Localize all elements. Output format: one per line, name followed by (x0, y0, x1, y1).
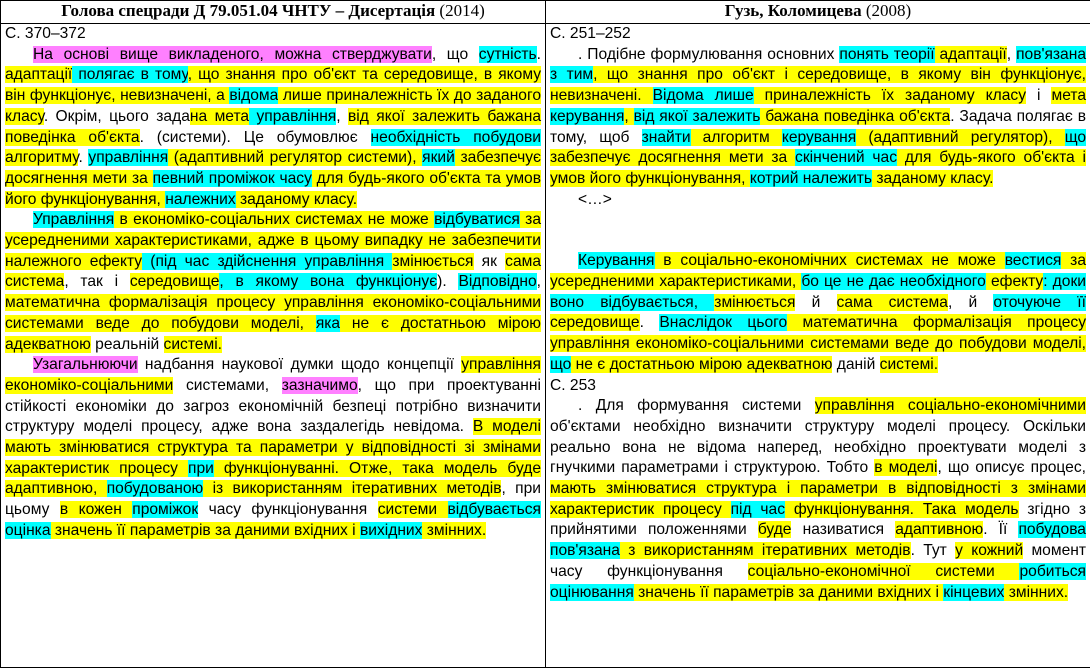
plain-text: системами, (173, 376, 282, 394)
left-source-year: (2014) (435, 1, 485, 20)
highlight-cyan: управління (88, 149, 169, 167)
highlight-yellow: , що знання про об'єкт та середовище, в якому він функціонує, невизначені, а (5, 66, 542, 105)
highlight-yellow: не є достатньою мірою адекватною (571, 355, 833, 373)
highlight-yellow: середовище (550, 314, 640, 332)
highlight-yellow: заданому класу. (235, 190, 358, 208)
plain-text: й (795, 293, 837, 311)
highlight-yellow: управління соціально-економічними (814, 397, 1086, 415)
right-column (546, 24, 1090, 668)
right-page-ref-1: С. 251–252 (550, 25, 631, 42)
highlight-yellow: мають змінюватися структура і параметри в відповідності з змінами характеристик процесу (550, 480, 1086, 518)
highlight-cyan: управління (249, 107, 337, 125)
plain-text: момент часу функціонування (550, 542, 1086, 580)
plain-text: називатися (791, 521, 896, 539)
left-paragraph-3 (5, 355, 541, 541)
right-page-ref-2: С. 253 (550, 376, 596, 394)
plain-text: часу функціонування (198, 501, 378, 519)
highlight-yellow: функціонуванні. Отже, така модель буде адаптивною, (5, 459, 541, 498)
left-paragraph-2 (5, 210, 541, 355)
highlight-yellow: буде (757, 521, 792, 539)
plain-text: . Окрім, цього зада (43, 107, 190, 125)
highlight-yellow: лише приналежність їх до заданого класу (5, 87, 541, 125)
highlight-cyan: знайти (641, 128, 691, 146)
plain-text: , що (431, 45, 479, 63)
highlight-yellow: для будь-якого об'єкта і умов його функціонування, (550, 149, 1086, 187)
highlight-magenta: Узагальнюючи (33, 356, 138, 374)
highlight-cyan: Відповідно (458, 273, 537, 291)
highlight-cyan: керування (781, 128, 857, 146)
highlight-cyan: пов'язана з тим (550, 45, 1087, 84)
plain-text: і (1026, 87, 1052, 105)
highlight-cyan: сутність (478, 45, 537, 63)
highlight-cyan: відбуватися (434, 211, 520, 229)
highlight-cyan: скінчений час (795, 149, 897, 167)
plain-text: , (536, 273, 541, 291)
plain-text: . (системи). Це обумовлює (139, 128, 371, 146)
highlight-cyan: що (1064, 128, 1087, 146)
plain-text: . Подібне формулювання основних (578, 45, 840, 63)
plain-text: . Її (983, 521, 1019, 539)
highlight-cyan: котрий належить (749, 169, 873, 187)
highlight-cyan: при (188, 459, 214, 477)
highlight-yellow: функціонування. Така модель (785, 500, 1019, 518)
highlight-yellow: адаптації (5, 66, 73, 84)
highlight-cyan: полягає в тому (72, 66, 188, 84)
highlight-yellow: не є достатньою мірою адекватною (5, 314, 541, 353)
highlight-yellow: на (189, 107, 215, 125)
highlight-cyan: керування (550, 107, 625, 125)
highlight-yellow: системі. (163, 335, 222, 353)
highlight-cyan: побудованою (106, 480, 204, 498)
highlight-yellow: за усередненими характеристиками, (550, 252, 1086, 291)
highlight-yellow: (адаптивний регулятор), (856, 128, 1065, 146)
header-row (1, 1, 1090, 24)
spacer (550, 210, 1086, 251)
highlight-yellow: у кожний (955, 542, 1024, 560)
highlight-yellow: мета (214, 107, 250, 125)
highlight-cyan: бо це не дає необхідного (801, 273, 986, 291)
highlight-cyan: який (422, 149, 455, 167)
right-column-header (546, 1, 1090, 24)
highlight-yellow: соціально-економічної системи (747, 562, 1020, 580)
plain-text: . Для формування системи (578, 397, 815, 415)
highlight-yellow: приналежність їх заданому класу (753, 87, 1026, 105)
plain-text: , що описує процес, (937, 459, 1086, 477)
highlight-cyan: : доки воно відбувається, (550, 273, 1086, 311)
highlight-cyan: певний проміжок часу (152, 169, 312, 187)
highlight-yellow: від якої залежить бажана поведінка об'є (5, 107, 541, 146)
highlight-cyan: яка (315, 314, 341, 332)
right-source-year: (2008) (861, 1, 912, 20)
highlight-yellow: ефекту (985, 273, 1044, 291)
highlight-yellow: змінюється (714, 293, 796, 311)
highlight-yellow: сама система (5, 252, 542, 291)
highlight-yellow: , (624, 107, 634, 125)
highlight-cyan: робиться оцінювання (550, 562, 1086, 601)
highlight-magenta: На основі вище викладеного, можна стверджувати (33, 45, 432, 63)
highlight-cyan: відбувається оцінка (5, 501, 541, 539)
highlight-yellow: алгоритму (5, 149, 79, 167)
highlight-yellow: системі. (879, 355, 939, 373)
highlight-yellow: значень її параметрів за даними вхідних і (50, 521, 360, 539)
plain-text: . (78, 149, 89, 167)
body-row (1, 24, 1090, 668)
highlight-yellow: середовище (129, 273, 220, 291)
highlight-cyan: Управління (33, 211, 115, 229)
highlight-cyan: (під час здійснення управління (142, 252, 393, 270)
left-page-ref: С. 370–372 (5, 25, 86, 42)
highlight-cyan: вестися (1004, 252, 1062, 270)
highlight-yellow: , що знання про об'єкт і середовище, в якому він функціонує, невизначені. (550, 66, 1086, 105)
plain-text: , й (947, 293, 994, 311)
plain-text: згідно з прийнятими положеннями (550, 500, 1086, 539)
right-paragraph-2 (550, 251, 1086, 375)
highlight-yellow: в економіко-соціальних системах не може (114, 211, 435, 229)
highlight-yellow: кта (116, 128, 140, 146)
highlight-yellow: математична формалізація процесу управління економіко-соціальними системами веде до побудови моделі, (5, 294, 541, 332)
highlight-yellow: математична формалізація процесу управління економіко-соціальними системами веде до побудови моделі, (550, 314, 1086, 353)
highlight-yellow: забезпечує досягнення мети за (550, 149, 796, 167)
highlight-cyan: понять теорії (839, 45, 935, 63)
highlight-yellow: змінюється (392, 252, 474, 270)
highlight-cyan: кінцевих (943, 583, 1005, 601)
plain-text: . Тут (910, 542, 956, 560)
highlight-yellow: заданому класу. (872, 169, 994, 187)
highlight-cyan: оточуюче її (993, 293, 1086, 311)
highlight-cyan: , в якому вона функціонує (219, 273, 438, 291)
highlight-yellow: В моделі мають змінюватися структура та параметри у відповідності зі змінами характеристик процесу (5, 418, 541, 477)
plain-text: , (336, 107, 348, 125)
plain-text: об'єктами необхідно визначити структуру моделі процесу. Оскільки реально вона не відома наперед, необхідно проектувати моделі з гнучкими параметрами і структурою. Тобто (550, 417, 1086, 477)
right-paragraph-1 (550, 45, 1086, 190)
highlight-yellow: алгоритм (690, 128, 782, 146)
highlight-yellow: значень її параметрів за даними вхідних і (633, 583, 944, 601)
highlight-cyan: вихідних (359, 521, 423, 539)
highlight-cyan: Керування (578, 252, 655, 270)
highlight-yellow: змінних. (422, 521, 487, 539)
left-source-title: Голова спецради Д 79.051.04 ЧНТУ – Дисертація (61, 1, 436, 20)
plain-text: надбання наукової думки щодо концепції (137, 356, 462, 374)
highlight-yellow: для будь-якого об'єкта та умов його функціонування, (5, 169, 542, 208)
plain-text: ). (437, 273, 459, 291)
highlight-magenta: зазначимо (281, 376, 358, 394)
left-column (1, 24, 546, 668)
highlight-yellow: сама система (836, 293, 948, 311)
plain-text: як (473, 252, 506, 270)
highlight-yellow: в моделі (874, 459, 938, 477)
highlight-yellow: мета (1051, 87, 1086, 105)
right-paragraph-3 (550, 396, 1086, 603)
highlight-yellow: за усередненими характеристиками, (5, 211, 542, 250)
highlight-cyan: Внаслідок цього (659, 314, 788, 332)
left-paragraph-1 (5, 45, 541, 211)
highlight-cyan: необхідність побудови (370, 128, 541, 146)
highlight-cyan: під час (730, 500, 786, 518)
highlight-yellow: із використанням ітеративних методів (203, 480, 502, 498)
plain-text: , так і (64, 273, 130, 291)
highlight-cyan: побудова пов'язана (550, 521, 1086, 560)
plain-text: реальній (90, 335, 164, 353)
plain-text: , (1006, 45, 1017, 63)
highlight-cyan: що (550, 355, 572, 373)
plain-text: . (536, 45, 541, 63)
ellipsis-marker: <…> (578, 190, 612, 208)
highlight-yellow: змінних. (1004, 583, 1069, 601)
highlight-yellow: (адаптивний регулятор системи), (168, 149, 423, 167)
highlight-yellow: з використанням ітеративних методів (619, 542, 911, 560)
highlight-yellow: адже в цьому випадку не забезпечити належного ефекту (5, 232, 541, 270)
highlight-yellow: забезпечує досягнення мети за (5, 149, 541, 187)
plain-text: , що при проектуванні стійкості економіки до загроз економічній безпеці потрібно визначити структуру моделі процесу, адже вона заздалегідь невідома. (5, 376, 541, 436)
highlight-cyan: від якої залежить (633, 107, 761, 125)
highlight-yellow: адаптації (934, 45, 1007, 63)
highlight-cyan: належних (165, 190, 236, 208)
highlight-yellow: адаптивною (895, 521, 984, 539)
highlight-cyan: проміжок (132, 501, 199, 519)
plain-text: . (639, 314, 660, 332)
highlight-cyan: відома (229, 87, 279, 105)
highlight-yellow: системи (377, 501, 448, 519)
highlight-yellow: управління економіко-соціальними (5, 356, 541, 394)
plain-text: , при цьому (5, 480, 541, 519)
highlight-yellow: бажана поведінка об'єкта (760, 107, 951, 125)
right-source-title: Гузь, Коломицева (724, 1, 862, 20)
left-column-header (1, 1, 546, 24)
plain-text: . Задача полягає в тому, щоб (550, 107, 1086, 146)
highlight-cyan: Відома лише (652, 87, 754, 105)
highlight-yellow: в соціально-економічних системах не може (654, 252, 1005, 270)
plain-text: даній (832, 355, 880, 373)
highlight-yellow: в кожен (59, 501, 133, 519)
